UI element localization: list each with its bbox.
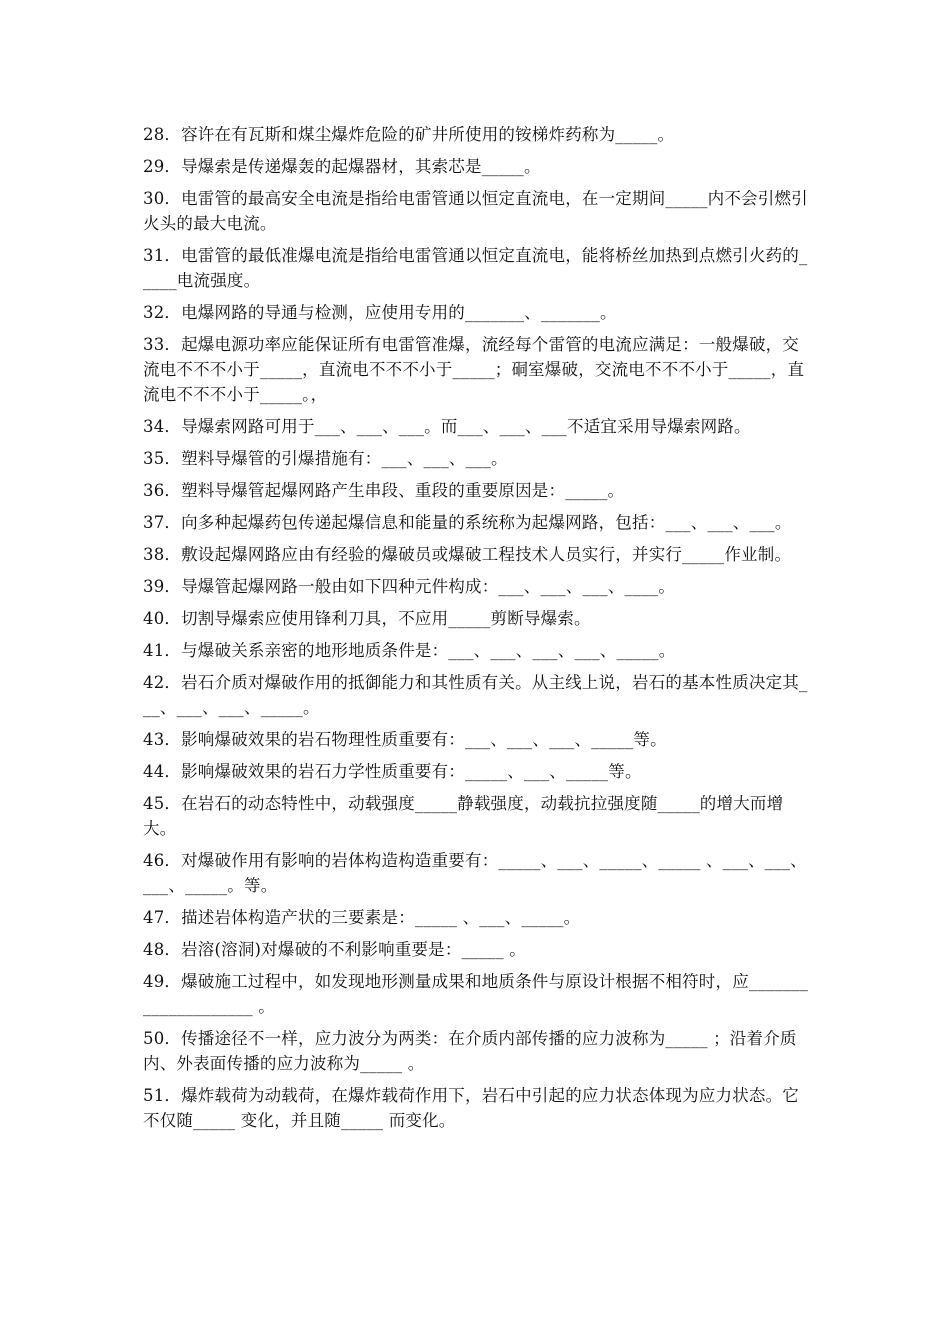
question-34: 34．导爆索网路可用于___、___、___。而___、___、___不适宜采用导爆索网路。: [143, 417, 751, 436]
question-29: 29．导爆索是传递爆轰的起爆器材，其索芯是_____。: [143, 157, 541, 176]
question-51: 51．爆炸载荷为动载荷，在爆炸载荷作用下，岩石中引起的应力状态体现为应力状态。它不仅随_____ 变化，并且随_____ 而变化。: [143, 1086, 799, 1130]
question-47: 47．描述岩体构造产状的三要素是：_____ 、___、_____。: [143, 908, 581, 927]
document-page: [143, 122, 815, 1140]
question-37: 37．向多种起爆药包传递起爆信息和能量的系统称为起爆网路，包括：___、___、___。: [143, 513, 792, 532]
question-40: 40．切割导爆索应使用锋利刀具，不应用_____剪断导爆索。: [143, 609, 591, 628]
question-50: 50．传播途径不一样，应力波分为两类：在介质内部传播的应力波称为_____ ；沿着介质内、外表面传播的应力波称为_____ 。: [143, 1029, 797, 1073]
question-46: 46．对爆破作用有影响的岩体构造构造重要有：_____、___、_____、_____ 、___、___、___、_____。等。: [143, 851, 807, 895]
question-35: 35．塑料导爆管的引爆措施有：___、___、___。: [143, 449, 508, 468]
question-33: 33．起爆电源功率应能保证所有电雷管准爆，流经每个雷管的电流应满足：一般爆破，交流电不不不小于_____，直流电不不不小于_____；硐室爆破，交流电不不不小于_____，直流电不不不小于_____。，: [143, 335, 805, 404]
question-28: 28．容许在有瓦斯和煤尘爆炸危险的矿井所使用的铵梯炸药称为_____。: [143, 125, 675, 144]
question-44: 44．影响爆破效果的岩石力学性质重要有：_____、___、_____等。: [143, 762, 642, 781]
question-36: 36．塑料导爆管起爆网路产生串段、重段的重要原因是：_____。: [143, 481, 625, 500]
question-42: 42．岩石介质对爆破作用的抵御能力和其性质有关。从主线上说，岩石的基本性质决定其___、___、___、_____。: [143, 673, 808, 717]
question-41: 41．与爆破关系亲密的地形地质条件是：___、___、___、___、_____。: [143, 641, 676, 660]
question-38: 38．敷设起爆网路应由有经验的爆破员或爆破工程技术人员实行，并实行_____作业制。: [143, 545, 792, 564]
question-32: 32．电爆网路的导通与检测，应使用专用的_______、_______。: [143, 303, 617, 322]
question-49: 49．爆破施工过程中，如发现地形测量成果和地质条件与原设计根据不相符时，应____________________ 。: [143, 972, 809, 1016]
question-48: 48．岩溶(溶洞)对爆破的不利影响重要是：_____ 。: [143, 940, 526, 959]
question-45: 45．在岩石的动态特性中，动载强度_____静载强度，动载抗拉强度随_____的增大而增大。: [143, 794, 784, 838]
question-30: 30．电雷管的最高安全电流是指给电雷管通以恒定直流电，在一定期间_____内不会引燃引火头的最大电流。: [143, 189, 808, 233]
question-31: 31．电雷管的最低准爆电流是指给电雷管通以恒定直流电，能将桥丝加热到点燃引火药的_____电流强度。: [143, 246, 808, 290]
question-43: 43．影响爆破效果的岩石物理性质重要有：___、___、___、_____等。: [143, 730, 667, 749]
question-39: 39．导爆管起爆网路一般由如下四种元件构成：___、___、___、____。: [143, 577, 676, 596]
